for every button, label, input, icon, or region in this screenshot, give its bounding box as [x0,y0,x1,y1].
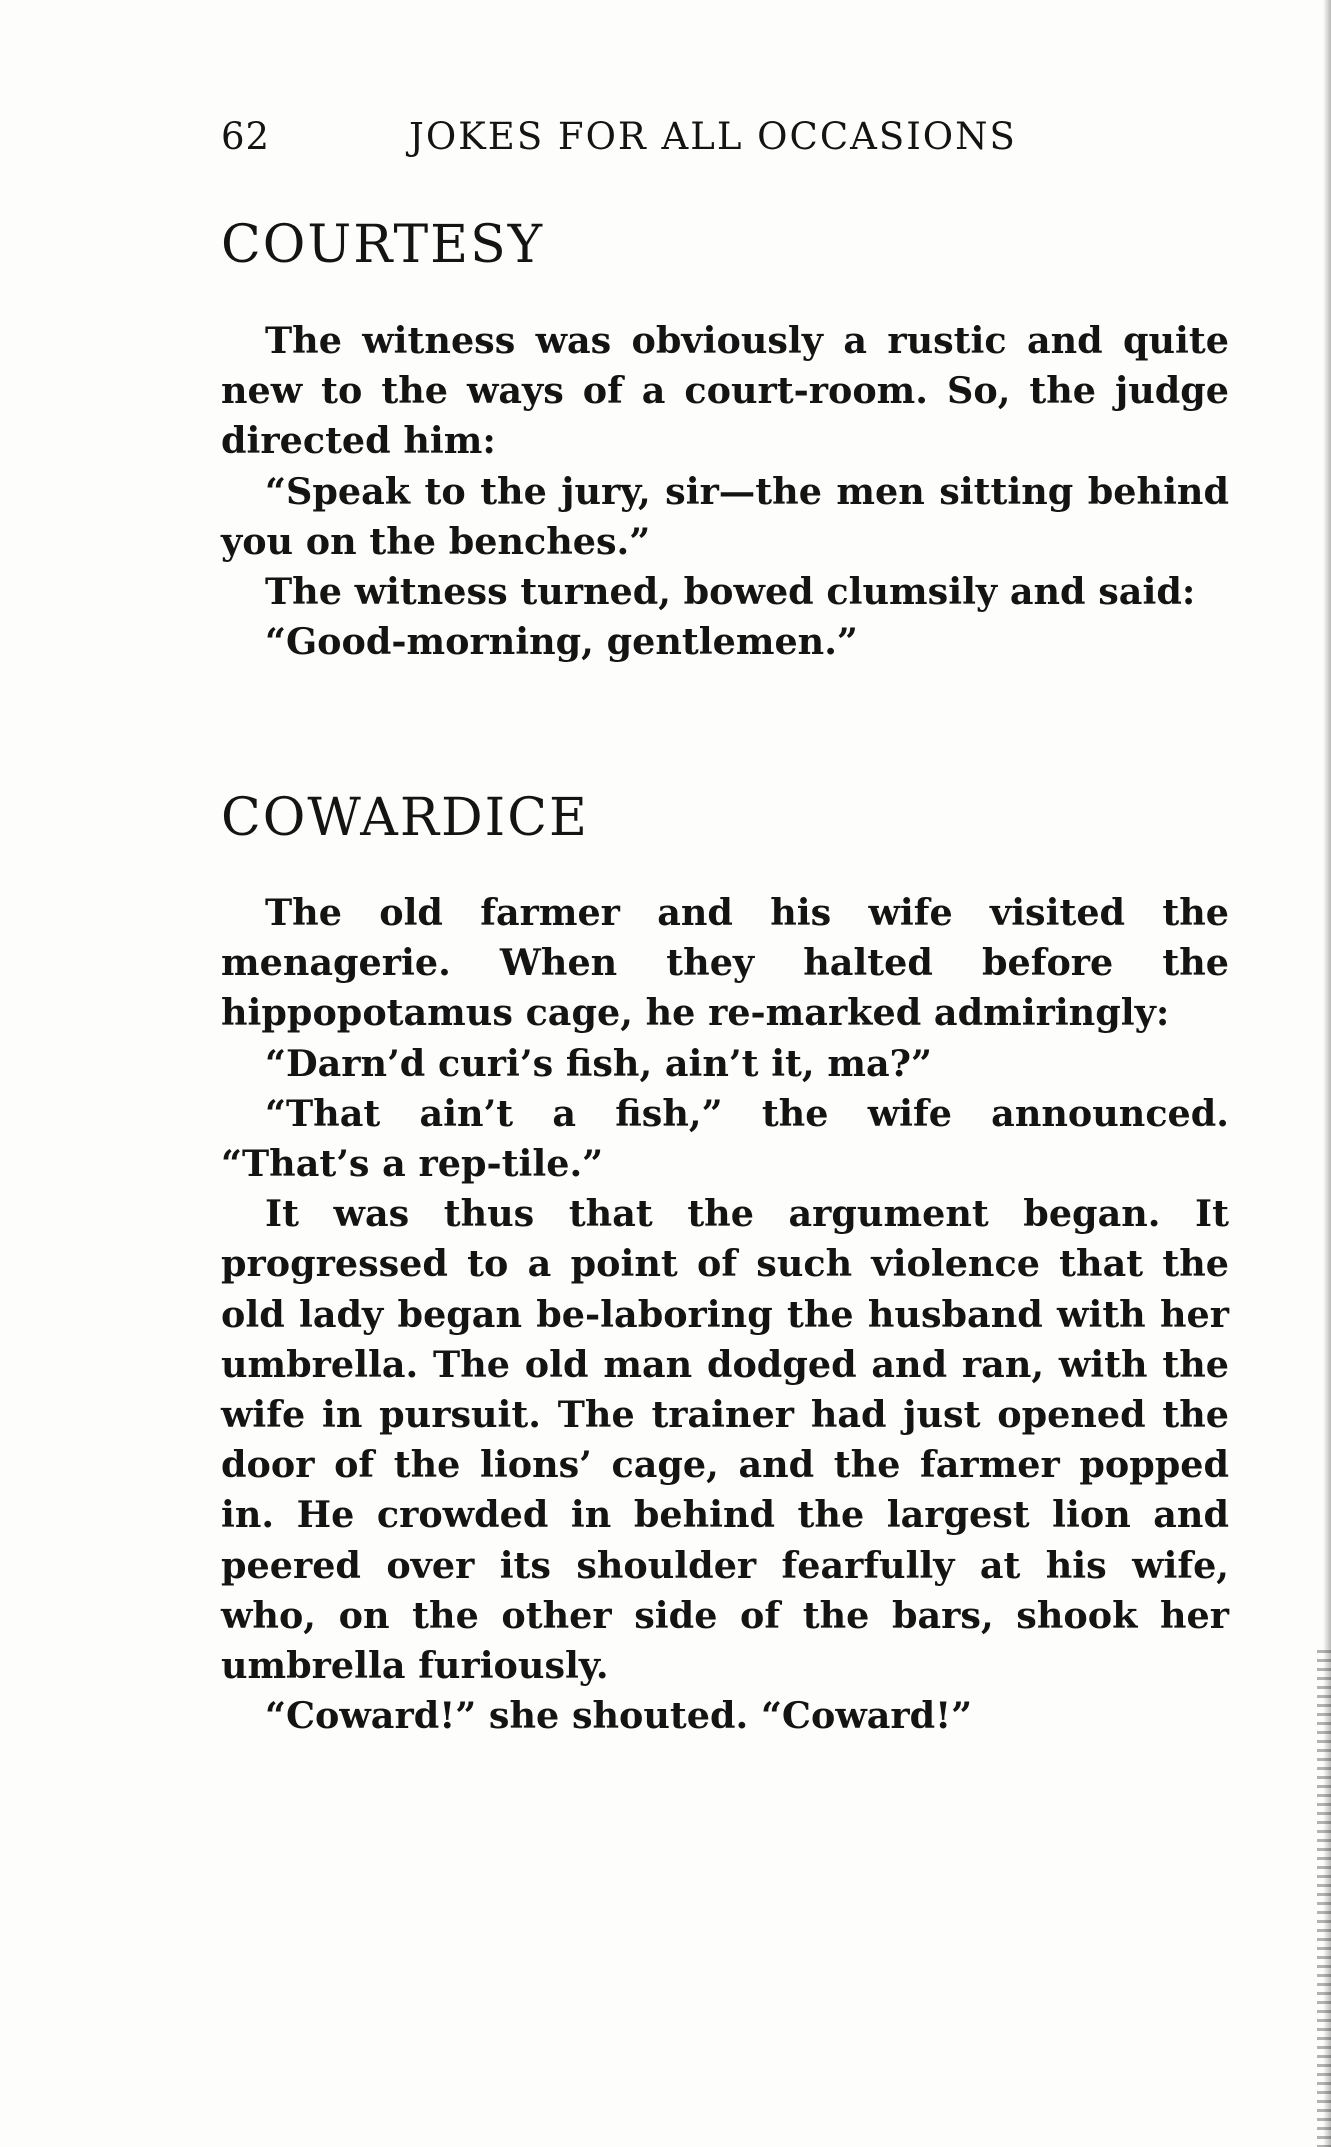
section-heading-cowardice: COWARDICE [221,788,589,848]
paragraph: The witness turned, bowed clumsily and said: [265,570,1196,614]
page-number: 62 [221,115,271,158]
section-body-cowardice [221,888,1229,1741]
paragraph: “Speak to the jury, sir—the men sitting behind you on the benches.” [221,469,1229,563]
book-title: JOKES FOR ALL OCCASIONS [409,115,1017,158]
paragraph: “Good-morning, gentlemen.” [265,620,858,664]
section-body-courtesy [221,316,1229,667]
paragraph: The old farmer and his wife visited the menagerie. When they halted before the hippopotamus cage, he re-marked admiringly: [221,891,1229,1035]
running-header [221,112,1227,162]
paragraph: It was thus that the argument began. It progressed to a point of such violence that the old lady began be-laboring the husband with her umbrella. The old man dodged and ran, with the wife in pursuit. The trainer had just opened the door of the lions’ cage, and the farmer popped in. He crowded in behind the largest lion and peered over its shoulder fearfully at his wife, who, on the other side of the bars, shook her umbrella furiously. [221,1192,1229,1688]
paragraph: “That ain’t a fish,” the wife announced. “That’s a rep-tile.” [221,1091,1229,1186]
paragraph: “Coward!” she shouted. “Coward!” [265,1694,973,1738]
paragraph: The witness was obviously a rustic and quite new to the ways of a court-room. So, the judge directed him: [221,319,1229,463]
scan-binding-edge [1317,1650,1331,2147]
section-heading-courtesy: COURTESY [221,215,545,275]
paragraph: “Darn’d curi’s fish, ain’t it, ma?” [265,1041,932,1085]
